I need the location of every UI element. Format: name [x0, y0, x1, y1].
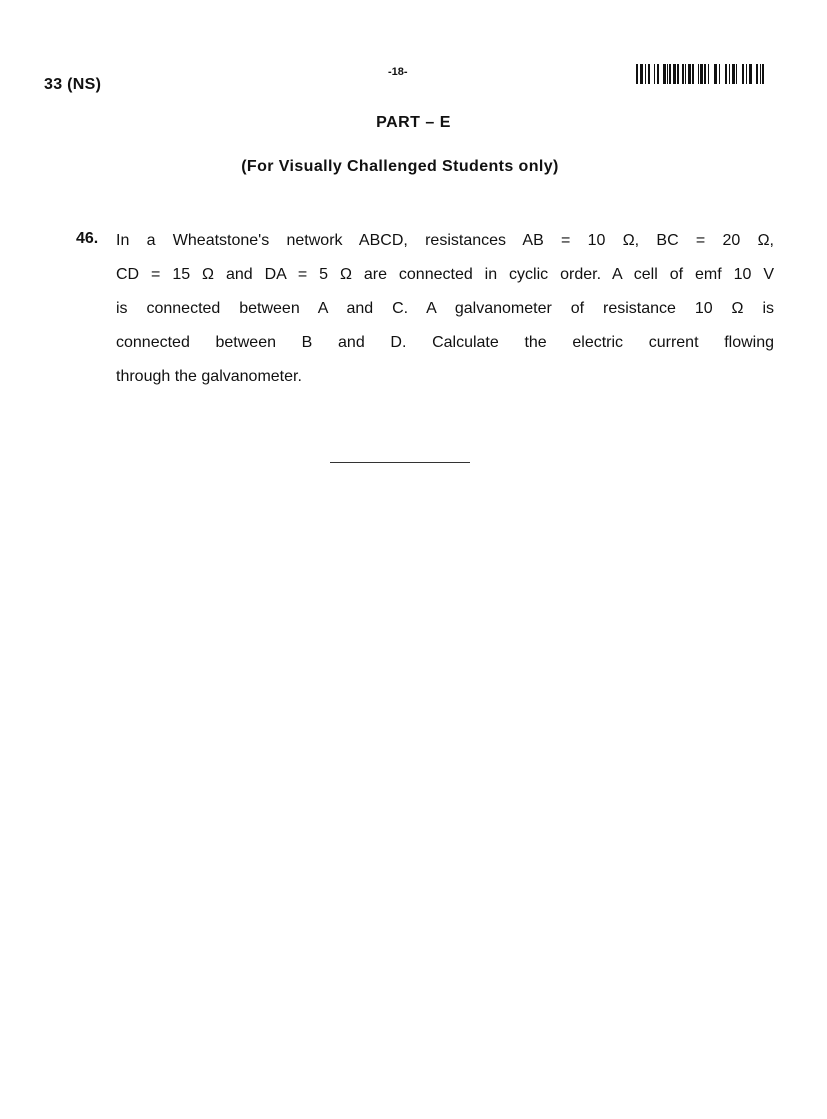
question-line: CD = 15 Ω and DA = 5 Ω are connected in cyclic order. A cell of emf 10 V: [116, 266, 774, 283]
part-title: PART – E: [376, 114, 451, 131]
end-divider: [330, 462, 470, 463]
question-text: [116, 230, 774, 400]
paper-code: 33 (NS): [44, 76, 102, 93]
question-line: is connected between A and C. A galvanometer of resistance 10 Ω is: [116, 300, 774, 317]
part-subtitle: (For Visually Challenged Students only): [241, 158, 559, 175]
question-line: through the galvanometer.: [116, 368, 302, 385]
question-line: connected between B and D. Calculate the electric current flowing: [116, 334, 774, 351]
page-number: -18-: [388, 66, 408, 78]
question-number: 46.: [76, 230, 99, 247]
question-line: In a Wheatstone's network ABCD, resistances AB = 10 Ω, BC = 20 Ω,: [116, 232, 774, 249]
barcode-image: [636, 64, 764, 84]
